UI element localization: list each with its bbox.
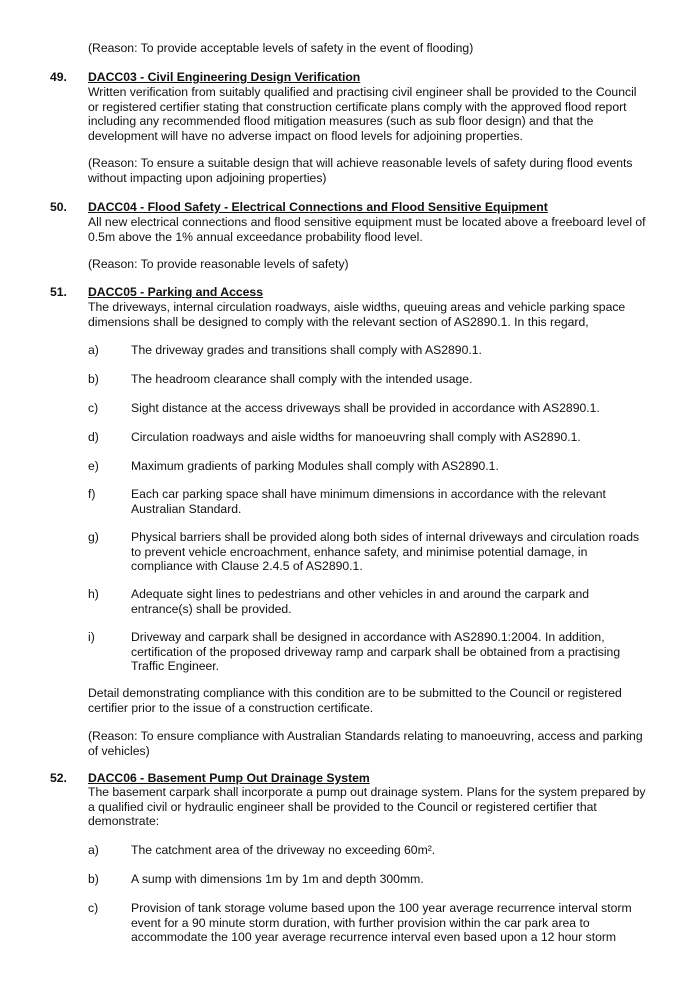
list-item-text: The catchment area of the driveway no exceeding 60m². — [131, 843, 436, 857]
list-item-label: e) — [88, 459, 99, 473]
list-item-text: A sump with dimensions 1m by 1m and depth 300mm. — [131, 872, 424, 886]
list-item-label: f) — [88, 487, 96, 501]
condition-body: All new electrical connections and flood sensitive equipment must be located above a freeboard level of 0.5m above the 1% annual exceedance probability flood level. — [88, 215, 646, 244]
condition-number: 50. — [50, 200, 67, 214]
list-item-text: Sight distance at the access driveways shall be provided in accordance with AS2890.1. — [131, 401, 600, 415]
list-item-text: Maximum gradients of parking Modules shall comply with AS2890.1. — [131, 459, 499, 473]
condition-number: 51. — [50, 285, 67, 299]
list-item-label: a) — [88, 843, 99, 857]
intro-reason: (Reason: To provide acceptable levels of safety in the event of flooding) — [88, 41, 474, 55]
condition-reason: (Reason: To provide reasonable levels of safety) — [88, 257, 349, 271]
condition-heading: DACC05 - Parking and Access — [88, 285, 263, 299]
list-item-text: Circulation roadways and aisle widths for manoeuvring shall comply with AS2890.1. — [131, 430, 581, 444]
list-item-label: i) — [88, 630, 95, 644]
condition-reason: (Reason: To ensure a suitable design that will achieve reasonable levels of safety during flood events without impacting upon adjoining properties) — [88, 156, 633, 185]
condition-heading: DACC04 - Flood Safety - Electrical Connections and Flood Sensitive Equipment — [88, 200, 548, 214]
condition-detail: Detail demonstrating compliance with this condition are to be submitted to the Council or registered certifier prior to the issue of a construction certificate. — [88, 686, 622, 715]
list-item-text: Driveway and carpark shall be designed in accordance with AS2890.1:2004. In addition, certification of the proposed driveway ramp and carpark shall be obtained from a practising Traffic Engineer. — [131, 630, 621, 674]
list-item-text: Physical barriers shall be provided along both sides of internal driveways and circulation roads to prevent vehicle encroachment, enhance safety, and minimise potential damage, in compliance with Clause 2.4.5 of AS2890.1. — [131, 530, 640, 574]
list-item-text: Each car parking space shall have minimum dimensions in accordance with the relevant Australian Standard. — [131, 487, 606, 516]
list-item-label: c) — [88, 401, 99, 415]
condition-number: 52. — [50, 771, 67, 785]
list-item-label: h) — [88, 587, 99, 601]
condition-body: The driveways, internal circulation roadways, aisle widths, queuing areas and vehicle parking space dimensions shall be designed to comply with the relevant section of AS2890.1. In this regard, — [88, 300, 626, 329]
condition-heading: DACC06 - Basement Pump Out Drainage System — [88, 771, 370, 785]
condition-body: Written verification from suitably qualified and practising civil engineer shall be provided to the Council or registered certifier stating that construction certificate plans comply with the approved flood report including any recommended flood mitigation measures (such as sub floor design) and that the development will have no adverse impact on flood levels for adjoining properties. — [88, 85, 637, 143]
list-item-label: a) — [88, 343, 99, 357]
list-item-text: Adequate sight lines to pedestrians and other vehicles in and around the carpark and entrance(s) shall be provided. — [131, 587, 590, 616]
condition-body: The basement carpark shall incorporate a pump out drainage system. Plans for the system prepared by a qualified civil or hydraulic engineer shall be provided to the Council or registered certifier that demonstrate: — [88, 785, 646, 829]
condition-number: 49. — [50, 70, 67, 84]
list-item-label: b) — [88, 872, 99, 886]
list-item-label: c) — [88, 901, 99, 915]
list-item-text: Provision of tank storage volume based upon the 100 year average recurrence interval storm event for a 90 minute storm duration, with further provision within the car park area to accommodate the 100 year average recurrence interval even based upon a 12 hour storm — [131, 901, 632, 945]
list-item-text: The headroom clearance shall comply with the intended usage. — [131, 372, 473, 386]
list-item-label: b) — [88, 372, 99, 386]
list-item-label: d) — [88, 430, 99, 444]
list-item-label: g) — [88, 530, 99, 544]
condition-heading: DACC03 - Civil Engineering Design Verification — [88, 70, 361, 84]
condition-reason: (Reason: To ensure compliance with Australian Standards relating to manoeuvring, access and parking of vehicles) — [88, 729, 643, 758]
list-item-text: The driveway grades and transitions shall comply with AS2890.1. — [131, 343, 482, 357]
